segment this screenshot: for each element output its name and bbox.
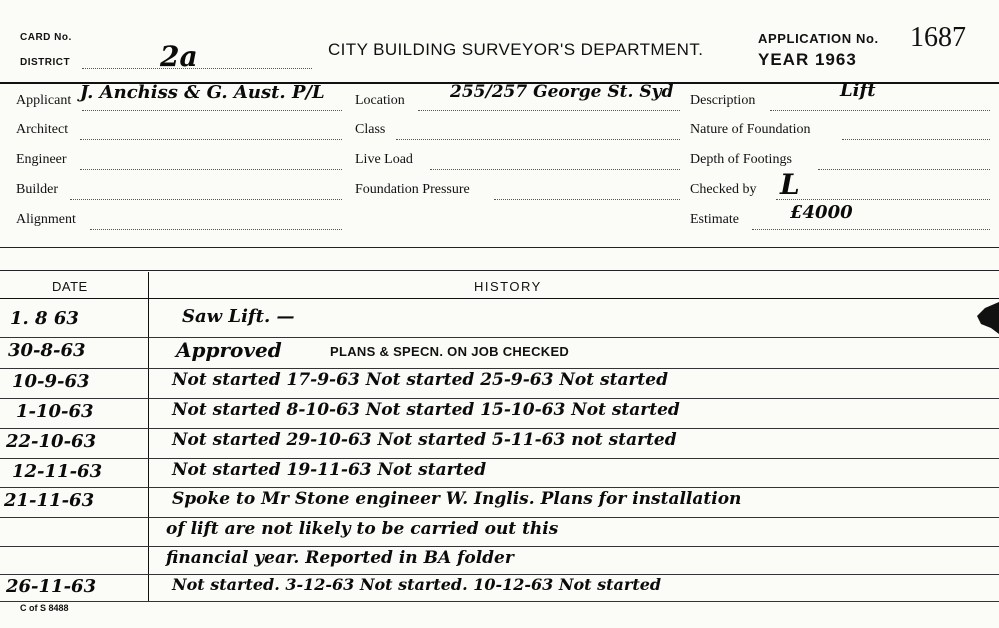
class-dotline — [396, 139, 680, 140]
year-label: YEAR 1963 — [758, 50, 857, 69]
date-column-divider — [148, 272, 149, 602]
ink-blot-icon — [955, 298, 999, 338]
architect-label: Architect — [16, 122, 69, 137]
builder-dotline — [70, 199, 342, 200]
form-code: C of S 8488 — [20, 603, 69, 613]
row-history: of lift are not likely to be carried out this — [166, 519, 559, 539]
history-header: HISTORY — [474, 279, 542, 294]
table-header-rule — [0, 298, 999, 299]
class-label: Class — [355, 122, 386, 137]
row-rule — [0, 428, 999, 429]
architect-dotline — [80, 139, 342, 140]
liveload-dotline — [430, 169, 680, 170]
row-date: 12-11-63 — [12, 461, 103, 482]
depth-dotline — [818, 169, 990, 170]
row-rule — [0, 546, 999, 547]
location-value: 255/257 George St. Syd — [450, 82, 674, 102]
row-date: 21-11-63 — [4, 490, 95, 511]
row-history: Not started 17-9-63 Not started 25-9-63 Not started — [172, 370, 668, 390]
location-dotline — [418, 110, 680, 111]
pressure-label: Foundation Pressure — [355, 182, 470, 197]
row-date: 1. 8 63 — [10, 308, 79, 329]
checked-label: Checked by — [690, 182, 757, 197]
pressure-dotline — [494, 199, 680, 200]
row-history: financial year. Reported in BA folder — [166, 548, 514, 568]
row-rule — [0, 398, 999, 399]
engineer-label: Engineer — [16, 152, 67, 167]
row-rule — [0, 368, 999, 369]
row-history: Saw Lift. — — [182, 306, 295, 327]
row-date: 22-10-63 — [6, 431, 97, 452]
alignment-dotline — [90, 229, 342, 230]
row-date: 1-10-63 — [16, 401, 94, 422]
row-history: Not started 8-10-63 Not started 15-10-63 Not started — [172, 400, 680, 420]
row-date: 26-11-63 — [6, 576, 97, 597]
district-value: 2a — [160, 40, 198, 73]
fields-rule-2 — [0, 270, 999, 271]
checked-dotline — [776, 199, 990, 200]
description-label: Description — [690, 93, 756, 108]
row-date: 10-9-63 — [12, 371, 90, 392]
department-title: CITY BUILDING SURVEYOR'S DEPARTMENT. — [328, 40, 704, 59]
row-rule — [0, 337, 999, 338]
nature-dotline — [842, 139, 990, 140]
row-rule — [0, 458, 999, 459]
district-label: DISTRICT — [20, 57, 71, 68]
row-rule — [0, 487, 999, 488]
description-value: Lift — [840, 80, 876, 101]
date-header: DATE — [52, 279, 88, 294]
checked-value: L — [780, 168, 800, 201]
row-rule — [0, 517, 999, 518]
description-dotline — [770, 110, 990, 111]
checked-stamp: PLANS & SPECN. ON JOB CHECKED — [330, 344, 570, 359]
row-date: 30-8-63 — [8, 340, 86, 361]
row-history: Spoke to Mr Stone engineer W. Inglis. Plans for installation — [172, 489, 742, 509]
application-label: APPLICATION No. — [758, 31, 879, 46]
nature-label: Nature of Foundation — [690, 122, 811, 137]
builder-label: Builder — [16, 182, 58, 197]
liveload-label: Live Load — [355, 152, 413, 167]
row-history: Not started. 3-12-63 Not started. 10-12-63 Not started — [172, 575, 662, 594]
estimate-label: Estimate — [690, 212, 739, 227]
application-number: 1687 — [910, 22, 966, 53]
row-history: Not started 19-11-63 Not started — [172, 460, 487, 480]
depth-label: Depth of Footings — [690, 152, 792, 167]
alignment-label: Alignment — [16, 212, 76, 227]
engineer-dotline — [80, 169, 342, 170]
applicant-dotline — [82, 110, 342, 111]
applicant-label: Applicant — [16, 93, 72, 108]
fields-rule-1 — [0, 247, 999, 248]
location-label: Location — [355, 93, 405, 108]
estimate-value: £4000 — [790, 202, 853, 223]
row-history: Approved — [176, 338, 282, 362]
row-history: Not started 29-10-63 Not started 5-11-63 not started — [172, 430, 677, 450]
card-no-label: CARD No. — [20, 32, 72, 43]
estimate-dotline — [752, 229, 990, 230]
row-rule — [0, 601, 999, 602]
applicant-value: J. Anchiss & G. Aust. P/L — [80, 82, 325, 103]
